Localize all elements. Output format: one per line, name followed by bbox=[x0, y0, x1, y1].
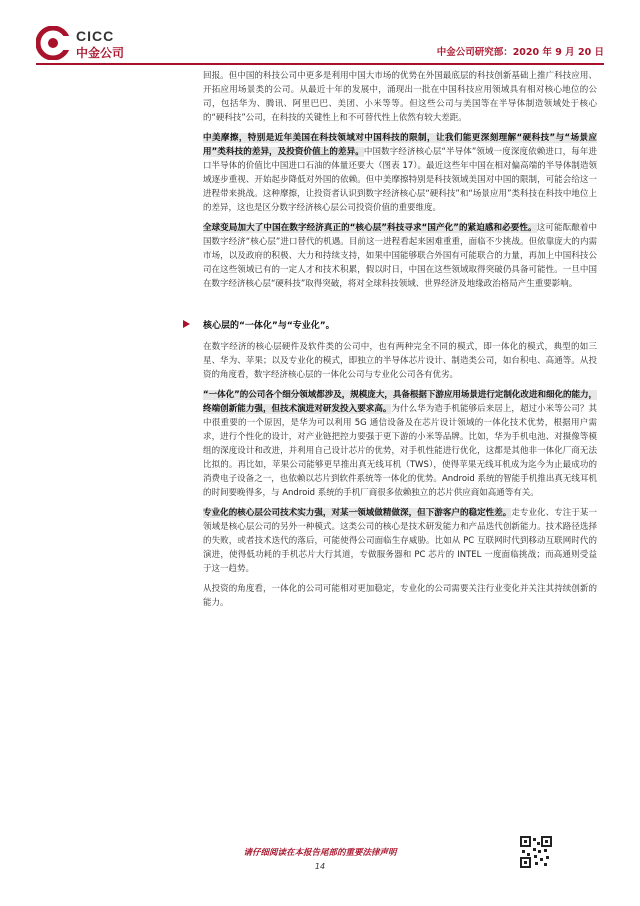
paragraph-3-lead: 全球变局加大了中国在数字经济真正的“核心层”科技寻求“国产化”的紧迫感和必要性。 bbox=[203, 223, 537, 233]
paragraph-2-text: 中国数字经济核心层“半导体”领域一度深度依赖进口，每年进口半导体的价值比中国进口石油的体量还要大（图表 17）。最近这些年中国在相对偏高端的半导体制造领域逐步重视、开始起步降低对外国的依赖。但中美摩擦特别是科技领域美国对中国的限制，可能会给这一进程带来挑战。这种摩擦，让投资者认识到数字经济核心层“硬科技”和“场景应用”类科技在科技中地位上的差异，这也是区分数字经济核心层公司投资价值的重要维度。 bbox=[203, 147, 597, 213]
paragraph-2 bbox=[203, 131, 597, 215]
paragraph-6 bbox=[203, 506, 597, 576]
cicc-logo-icon bbox=[36, 26, 70, 60]
paragraph-3 bbox=[203, 221, 597, 291]
paragraph-5-lead: “一体化”的公司各个细分领域都涉及，规模庞大，具备根据下游应用场景进行定制化改进和细化的能力，终端创新能力强，但技术演进对研发投入要求高。 bbox=[203, 390, 597, 414]
legal-notice: 请仔细阅读在本报告尾部的重要法律声明 bbox=[243, 848, 397, 858]
cicc-logo bbox=[36, 26, 166, 60]
paragraph-5-text: 为什么华为造手机能够后来居上，超过小米等公司？其中很重要的一个原因，是华为可以利用 5G 通信设备及在芯片设计领域的一体化技术优势，根据用户需求，进行个性化的设计，对产业链把控力要强于更下游的小米等品牌。比如，华为手机电池、对摄像等模组的深度设计和改进，并利用自己设计芯片的优势，对手机性能进行优化，这都是其他非一体化厂商无法比拟的。再比如，苹果公司能够更早推出真无线耳机（TWS），使得苹果无线耳机成为迄今为止最成功的消费电子设备之一，也依赖以芯片到软件系统等一体化的优势。Android 系统的智能手机推出真无线耳机的时间要晚得多，与 Android 系统的手机厂商很多依赖独立的芯片供应商如高通等有关。 bbox=[203, 404, 597, 498]
qr-code-icon bbox=[520, 836, 552, 868]
report-date-tag: 中金公司研究部：2020 年 9 月 20 日 bbox=[436, 47, 604, 58]
page-number: 14 bbox=[314, 862, 326, 871]
paragraph-2-lead: 中美摩擦，特别是近年美国在科技领域对中国科技的限制，让我们能更深刻理解“硬科技”与“场景应用”类科技的差异，及投资价值上的差异。 bbox=[203, 133, 597, 157]
header-divider bbox=[36, 63, 604, 65]
page-header bbox=[0, 0, 640, 66]
triangle-bullet-icon bbox=[183, 320, 190, 328]
paragraph-4: 在数字经济的核心层硬件及软件类的公司中，也有两种完全不同的模式，即一体化的模式，典型的如三星、华为、苹果；以及专业化的模式，即独立的半导体芯片设计、制造类公司，如台积电、高通等。从投资的角度看，数字经济核心层的一体化公司与专业化公司各有优劣。 bbox=[203, 342, 597, 380]
paragraph-7: 从投资的角度看，一体化的公司可能相对更加稳定，专业化的公司需要关注行业变化并关注其持续创新的能力。 bbox=[203, 584, 597, 608]
logo-text-en: CICC bbox=[76, 28, 115, 44]
section-title: 核心层的“一体化”与“专业化”。 bbox=[203, 321, 335, 331]
paragraph-6-lead: 专业化的核心层公司技术实力强，对某一领域做精做深，但下游客户的稳定性差。 bbox=[203, 508, 512, 518]
body-text bbox=[203, 69, 597, 297]
body-text-section bbox=[203, 340, 597, 616]
paragraph-5 bbox=[203, 388, 597, 500]
paragraph-3-text: 这可能酝酿着中国数字经济“核心层”进口替代的机遇。目前这一进程看起来困难重重，面临不少挑战。但依靠庞大的内需市场，以及政府的积极、大力和持续支持，如果中国能够联合外国有可能联合的力量，再加上中国科技公司在这些领域已有的一定人才和技术积累，假以时日，中国在这些领域取得突破仍具备可能性。一旦中国在数字经济核心层“硬科技”取得突破，将对全球科技领域、世界经济及地缘政治格局产生重要影响。 bbox=[203, 223, 597, 289]
paragraph-6-text: 走专业化、专注于某一领域是核心层公司的另外一种模式。这类公司的核心是技术研发能力和产品迭代创新能力。技术路径选择的失败，或者技术迭代的落后，可能使得公司面临生存威胁。比如从 PC 互联网时代到移动互联网时代的演进，使得低功耗的手机芯片大行其道，专做服务器和 PC 芯片的 INTEL 一度面临挑战；而高通则受益于这一趋势。 bbox=[203, 508, 597, 574]
logo-text-cn: 中金公司 bbox=[76, 46, 125, 60]
paragraph-1: 回报。但中国的科技公司中更多是利用中国大市场的优势在外国最底层的科技创新基础上推广科技应用、开拓应用场景类的公司。从最近十年的发展中，涌现出一批在中国科技应用领域具有相对核心地位的公司，包括华为、腾讯、阿里巴巴、美团、小米等等。但这些公司与美国等在半导体制造领域处于核心的“硬科技”公司，在科技的关键性上和不可替代性上依然有较大差距。 bbox=[203, 71, 597, 123]
